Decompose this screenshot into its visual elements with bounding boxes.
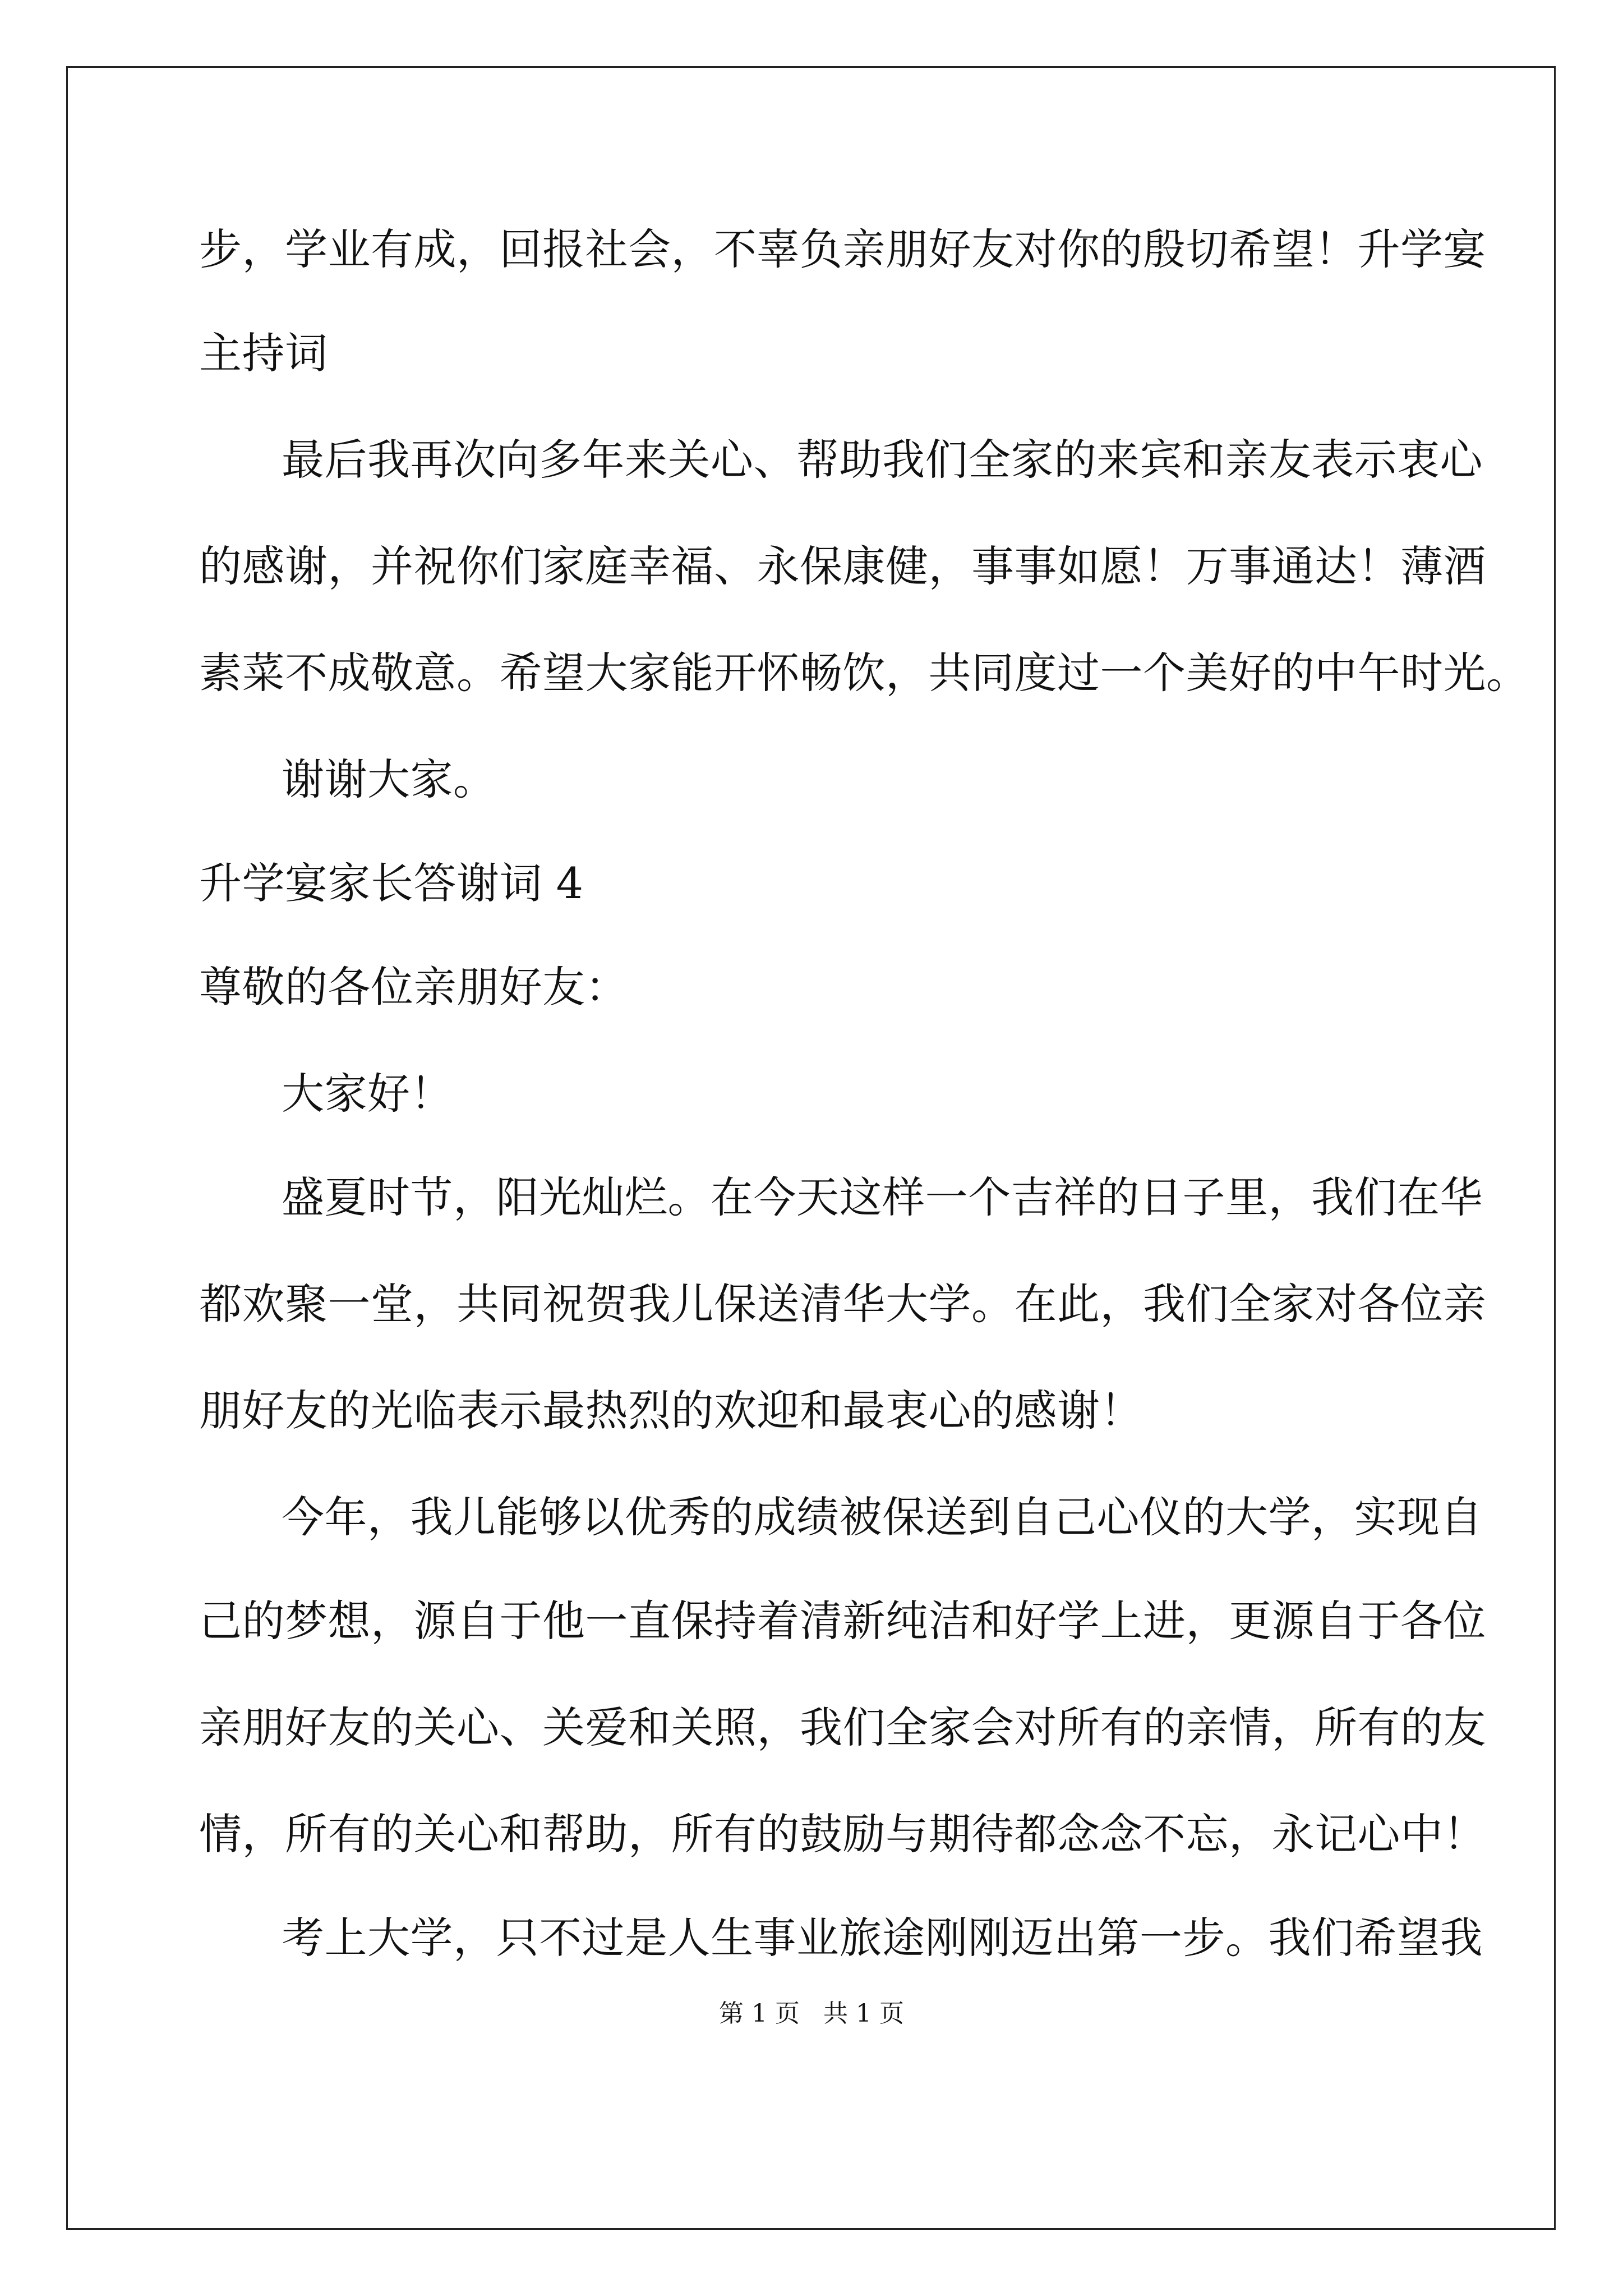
text-line-10: 盛夏时节，阳光灿烂。在今天这样一个吉祥的日子里，我们在华 xyxy=(282,1172,1483,1222)
text-line-14: 己的梦想，源自于他一直保持着清新纯洁和好学上进，更源自于各位 xyxy=(199,1596,1486,1646)
text-line-1: 步，学业有成，回报社会，不辜负亲朋好友对你的殷切希望！升学宴 xyxy=(199,224,1486,274)
text-line-6: 谢谢大家。 xyxy=(282,754,496,804)
text-line-12: 朋好友的光临表示最热烈的欢迎和最衷心的感谢！ xyxy=(199,1386,1143,1435)
text-line-17: 考上大学，只不过是人生事业旅途刚刚迈出第一步。我们希望我 xyxy=(282,1913,1483,1963)
page-footer: 第 1 页 共 1 页 xyxy=(719,1999,904,2028)
text-line-11: 都欢聚一堂，共同祝贺我儿保送清华大学。在此，我们全家对各位亲 xyxy=(199,1279,1486,1329)
text-line-16: 情，所有的关心和帮助，所有的鼓励与期待都念念不忘，永记心中！ xyxy=(199,1809,1486,1859)
text-line-2: 主持词 xyxy=(199,328,328,378)
text-line-5: 素菜不成敬意。希望大家能开怀畅饮，共同度过一个美好的中午时光。 xyxy=(199,648,1529,698)
text-line-13: 今年，我儿能够以优秀的成绩被保送到自己心仪的大学，实现自 xyxy=(282,1492,1483,1542)
section-heading: 升学宴家长答谢词 4 xyxy=(199,858,584,908)
text-line-3: 最后我再次向多年来关心、帮助我们全家的来宾和亲友表示衷心 xyxy=(282,435,1483,485)
greeting: 大家好！ xyxy=(282,1069,453,1119)
text-line-4: 的感谢，并祝你们家庭幸福、永保康健，事事如愿！万事通达！薄酒 xyxy=(199,541,1486,591)
text-line-15: 亲朋好友的关心、关爱和关照，我们全家会对所有的亲情，所有的友 xyxy=(199,1703,1486,1752)
page-border xyxy=(66,66,1556,2230)
salutation: 尊敬的各位亲朋好友： xyxy=(199,962,628,1012)
